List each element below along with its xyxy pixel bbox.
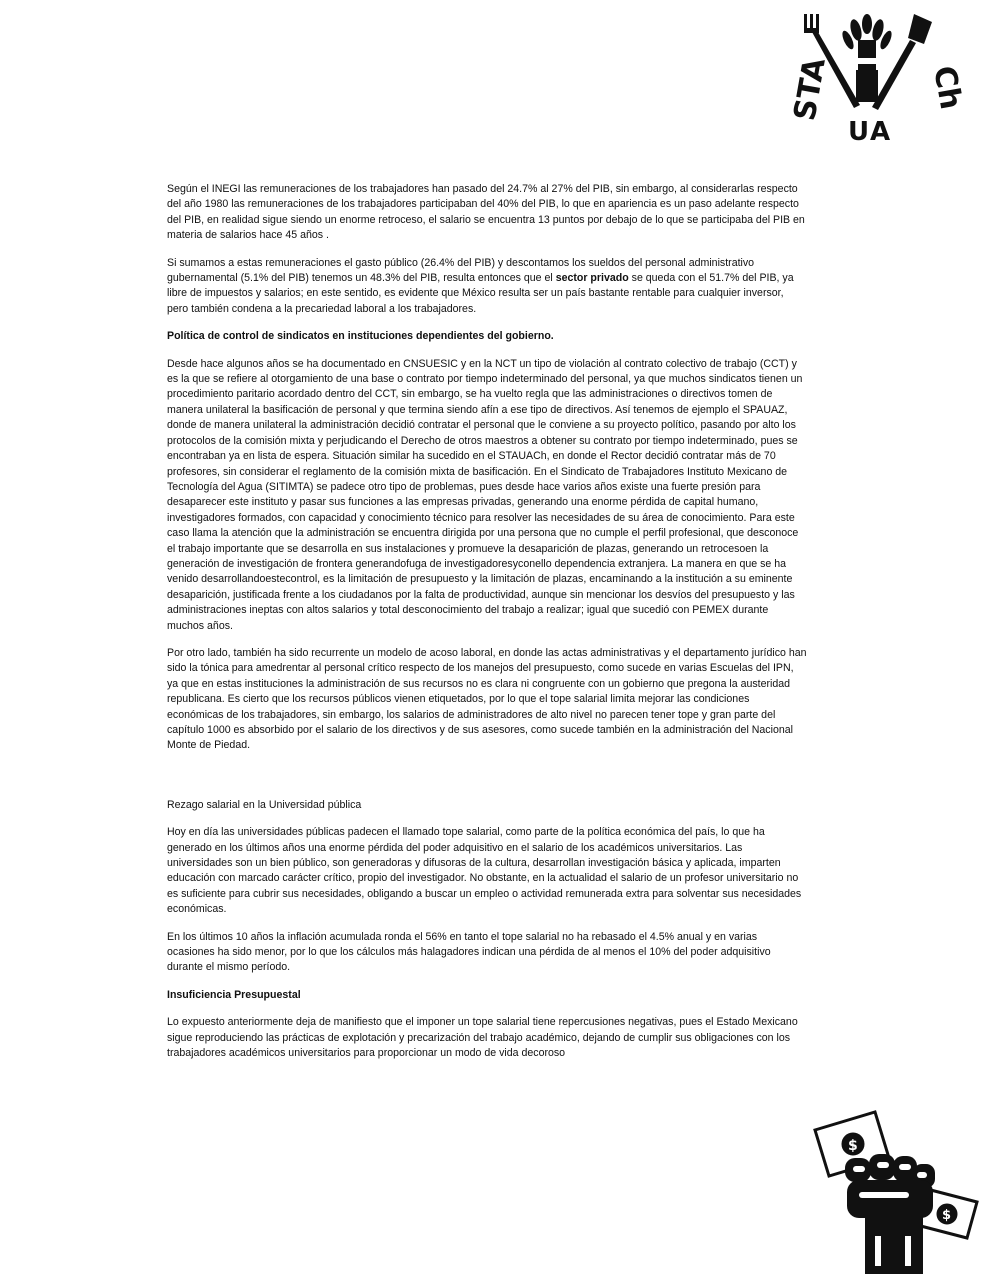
paragraph-inflacion: En los últimos 10 años la inflación acumulada ronda el 56% en tanto el tope salarial no ha rebasado el 4.5% anual y en varias ocasiones ha sido menor, por lo que los cálculos más halagadores indican una pérdida de al menos el 10% del poder adquisitivo durante el mismo período. xyxy=(167,930,771,974)
svg-text:STA: STA xyxy=(787,55,833,124)
paragraph-tope-salarial: Hoy en día las universidades públicas padecen el llamado tope salarial, como parte de la política económica del país, lo que ha generado en los últimos años una enorme pérdida del poder adquisitivo en el salario de los académicos universitarios. Las universidades son un bien público, son generadoras y difusoras de la cultura, desarrollan investigación básica y aplicada, imparten educación con marcado carácter crítico, propio del investigador. No obstante, en la actualidad el salario de un profesor universitario no es suficiente para cubrir sus necesidades, obligando a buscar un empleo o actividad remunerada extra para solventar sus necesidades económicas. xyxy=(167,826,802,916)
paragraph-gasto-publico xyxy=(167,256,807,318)
document-body xyxy=(167,182,807,1074)
paragraph-cnsuesic: Desde hace algunos años se ha documentado en CNSUESIC y en la NCT un tipo de violación al contrato colectivo de trabajo (CCT) y es la que se refiere al otorgamiento de una base o contrato por tiempo indeterminado del personal, ya que muchos sindicatos tienen un procedimiento paritario acordado dentro del CCT, sin embargo, se ha vuelto regla que las administraciones o directivos tomen de manera unilateral la basificación de personal y que termina siendo afín a ese tipo de directivos. Así tenemos de ejemplo el SPAUAZ, donde de manera unilateral la administración decidió contratar el personal que le conviene a su proyecto político, pasando por alto los protocolos de la comisión mixta y perjudicando el Derecho de otros maestros a obtener su contrato por tiempo indeterminado, pues se encontraban ya en lista de espera. Situación similar ha sucedido en el STAUACh, en donde el Rector decidió contratar más de 70 profesores, sin considerar el reglamento de la comisión mixta de basificación. En el Sindicato de Trabajadores Instituto Mexicano de Tecnología del Agua (SITIMTA) se padece otro tipo de problemas, pues desde hace varios años existe una fuerte presión para desaparecer este instituto y pasar sus funciones a las empresas privadas, generando una enorme pérdida de capital humano, investigadores formados, con capacidad y conocimiento técnico para resolver las necesidades de su área de conocimiento. Para este caso llama la atención que la administración se encuentra dirigida por una persona que no cumple el perfil profesional, que desconoce el trabajo importante que se desarrolla en sus instalaciones y promueve la desaparición de plazas, generando un retrocesoen la generación de investigación de frontera generandofuga de investigadoresyconello dependencia extranjera. La manera en que se ha venido desarrollandoestecontrol, es la limitación de presupuesto y la limitación de plazas, encaminando a la institución a su eminente desaparición, justificada frente a los ciudadanos por la falta de productividad, aunque sin mencionar los desvíos del presupuesto y las administraciones ineptas con altos salarios y total desconocimiento del trabajo a realizar; igual que sucedió con PEMEX durante muchos años. xyxy=(167,357,803,632)
svg-text:$: $ xyxy=(942,1208,952,1223)
sector-privado-bold: sector privado xyxy=(555,272,629,285)
heading-rezago-salarial: Rezago salarial en la Universidad pública xyxy=(167,798,362,811)
svg-text:A: A xyxy=(870,117,891,147)
svg-text:Ch: Ch xyxy=(926,63,969,113)
fist-money-icon xyxy=(805,1108,985,1278)
heading-insuficiencia: Insuficiencia Presupuestal xyxy=(167,988,301,1001)
paragraph-expuesto: Lo expuesto anteriormente deja de manifiesto que el imponer un tope salarial tiene repercusiones negativas, pues el Estado Mexicano sigue reproduciendo las prácticas de explotación y precarización del trabajo académico, dejando de cumplir sus obligaciones con los trabajadores académicos universitarios para proporcionar un modo de vida decoroso xyxy=(167,1016,798,1060)
paragraph-gasto-publico-start: Si sumamos a estas remuneraciones el gasto público (26.4% del PIB) y descontamos los sueldos del personal administrativo gubernamental (5.1% del PIB) tenemos un 48.3% del PIB, resulta entonces que el xyxy=(167,256,755,285)
heading-politica-control: Política de control de sindicatos en instituciones dependientes del gobierno. xyxy=(167,330,554,343)
paragraph-acoso-laboral: Por otro lado, también ha sido recurrente un modelo de acoso laboral, en donde las actas administrativas y el departamento jurídico han sido la tónica para amedrentar al personal crítico respecto de los manejos del presupuesto, como sucede en varias Escuelas del IPN, ya que en estas instituciones la administración de sus recursos no es clara ni congruente con un gobierno que pregona la austeridad republicana. Es cierto que los recursos públicos vienen etiquetados, por lo que el tope salarial limita mejorar las condiciones económicas de los trabajadores, sin embargo, los salarios de administradores de alto nivel no parecen tener tope y gran parte del capítulo 1000 es absorbido por el salario de los directivos y de sus asesores, como sucede también en la administración del Nacional Monte de Piedad. xyxy=(167,646,807,752)
svg-text:$: $ xyxy=(848,1138,858,1154)
union-logo-icon xyxy=(787,10,969,150)
svg-text:U: U xyxy=(848,117,870,147)
paragraph-gasto-publico-end: se queda con el 51.7% del PIB, ya libre de impuestos y salarios; en este sentido, es evidente que México resulta ser un país bastante rentable para cualquier inversor, pero también condena a la precariedad laboral a los trabajadores. xyxy=(167,272,794,315)
section-spacer xyxy=(167,766,807,798)
paragraph-remuneraciones: Según el INEGI las remuneraciones de los trabajadores han pasado del 24.7% al 27% del PIB, sin embargo, al considerarlas respecto del año 1980 las remuneraciones de los trabajadores participaban del 40% del PIB, lo que en apariencia es un paso adelante respecto del PIB, en realidad sigue siendo un enorme retroceso, el salario se encuentra 13 puntos por debajo de lo que se participaba del PIB en materia de salarios hace 45 años . xyxy=(167,183,805,242)
